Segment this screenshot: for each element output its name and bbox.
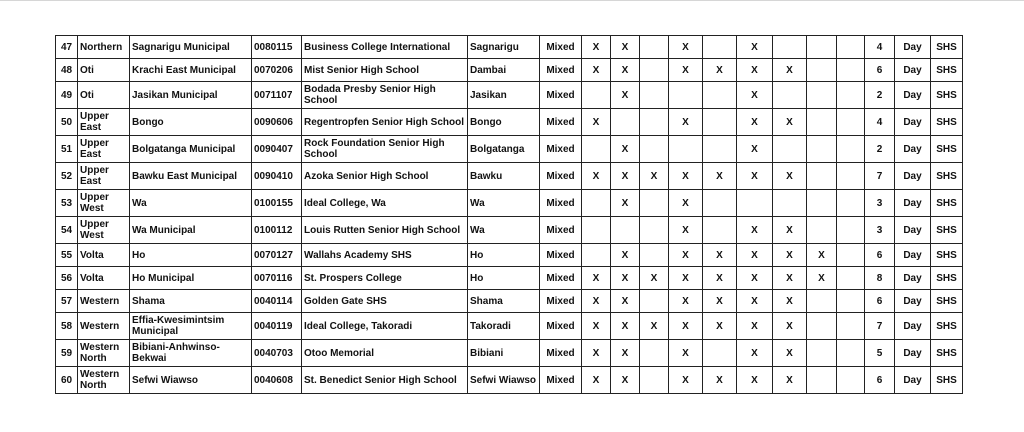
row-number-cell: 53 [56,190,78,217]
program-mark-cell: X [640,313,669,340]
table-row [56,163,963,190]
region-cell: Upper East [78,109,130,136]
program-mark-cell [807,313,837,340]
program-mark-cell [669,82,703,109]
gender-cell: Mixed [540,340,582,367]
program-mark-cell [773,36,807,59]
program-mark-cell [807,163,837,190]
school-code-cell: 0090410 [252,163,302,190]
program-mark-cell [640,217,669,244]
town-cell: Shama [468,290,540,313]
gender-cell: Mixed [540,36,582,59]
region-cell: Oti [78,59,130,82]
program-mark-cell: X [773,244,807,267]
school-code-cell: 0040608 [252,367,302,394]
table-row [56,267,963,290]
school-type-cell: SHS [931,217,963,244]
program-mark-cell: X [737,244,773,267]
program-mark-cell: X [773,340,807,367]
school-name-cell: St. Prospers College [302,267,468,290]
schools-table [55,35,963,394]
table-row [56,59,963,82]
program-mark-cell: X [640,267,669,290]
program-mark-cell [773,190,807,217]
school-code-cell: 0070127 [252,244,302,267]
program-mark-cell: X [773,290,807,313]
program-mark-cell: X [611,290,640,313]
school-name-cell: St. Benedict Senior High School [302,367,468,394]
school-code-cell: 0040703 [252,340,302,367]
table-row [56,290,963,313]
program-mark-cell [807,217,837,244]
district-cell: Bongo [130,109,252,136]
table-row [56,367,963,394]
program-mark-cell [703,190,737,217]
school-name-cell: Azoka Senior High School [302,163,468,190]
program-mark-cell [807,190,837,217]
program-mark-cell: X [582,340,611,367]
school-name-cell: Business College International [302,36,468,59]
program-mark-cell [837,36,865,59]
program-mark-cell: X [669,367,703,394]
program-mark-cell: X [807,267,837,290]
school-code-cell: 0070116 [252,267,302,290]
gender-cell: Mixed [540,109,582,136]
program-mark-cell: X [611,267,640,290]
program-mark-cell [773,136,807,163]
program-mark-cell [837,217,865,244]
school-type-cell: SHS [931,59,963,82]
town-cell: Ho [468,244,540,267]
school-type-cell: SHS [931,36,963,59]
region-cell: Upper East [78,163,130,190]
school-name-cell: Regentropfen Senior High School [302,109,468,136]
program-mark-cell: X [669,217,703,244]
table-row [56,36,963,59]
gender-cell: Mixed [540,82,582,109]
program-mark-cell [807,82,837,109]
region-cell: Western North [78,367,130,394]
program-mark-cell [640,109,669,136]
row-number-cell: 55 [56,244,78,267]
program-mark-cell: X [611,59,640,82]
program-count-cell: 3 [865,217,895,244]
program-mark-cell: X [669,313,703,340]
program-count-cell: 8 [865,267,895,290]
program-count-cell: 7 [865,313,895,340]
program-count-cell: 2 [865,82,895,109]
program-mark-cell [837,82,865,109]
row-number-cell: 60 [56,367,78,394]
program-mark-cell [582,82,611,109]
residential-status-cell: Day [895,163,931,190]
program-mark-cell: X [582,109,611,136]
district-cell: Sagnarigu Municipal [130,36,252,59]
residential-status-cell: Day [895,59,931,82]
school-type-cell: SHS [931,109,963,136]
school-type-cell: SHS [931,290,963,313]
program-mark-cell [837,163,865,190]
region-cell: Northern [78,36,130,59]
program-mark-cell: X [737,109,773,136]
school-type-cell: SHS [931,244,963,267]
top-divider [0,0,1024,1]
program-mark-cell [807,367,837,394]
program-count-cell: 6 [865,367,895,394]
table-row [56,190,963,217]
town-cell: Jasikan [468,82,540,109]
table-row [56,217,963,244]
school-name-cell: Golden Gate SHS [302,290,468,313]
program-mark-cell [640,82,669,109]
gender-cell: Mixed [540,163,582,190]
program-mark-cell [640,244,669,267]
residential-status-cell: Day [895,313,931,340]
region-cell: Western [78,290,130,313]
program-count-cell: 6 [865,244,895,267]
gender-cell: Mixed [540,190,582,217]
program-mark-cell [703,36,737,59]
program-mark-cell: X [737,340,773,367]
program-count-cell: 4 [865,36,895,59]
program-mark-cell: X [669,244,703,267]
program-mark-cell: X [703,267,737,290]
district-cell: Shama [130,290,252,313]
residential-status-cell: Day [895,217,931,244]
residential-status-cell: Day [895,290,931,313]
table-row [56,340,963,367]
region-cell: Volta [78,267,130,290]
program-mark-cell: X [737,290,773,313]
town-cell: Dambai [468,59,540,82]
town-cell: Sefwi Wiawso [468,367,540,394]
school-name-cell: Bodada Presby Senior High School [302,82,468,109]
school-code-cell: 0090606 [252,109,302,136]
program-mark-cell: X [611,367,640,394]
gender-cell: Mixed [540,367,582,394]
program-mark-cell [582,190,611,217]
program-mark-cell: X [773,267,807,290]
program-mark-cell: X [669,290,703,313]
program-count-cell: 3 [865,190,895,217]
program-mark-cell [807,290,837,313]
program-mark-cell [582,244,611,267]
region-cell: Upper East [78,136,130,163]
program-mark-cell: X [703,244,737,267]
town-cell: Sagnarigu [468,36,540,59]
program-mark-cell: X [582,36,611,59]
program-mark-cell [582,136,611,163]
program-count-cell: 6 [865,290,895,313]
program-count-cell: 2 [865,136,895,163]
program-mark-cell [837,244,865,267]
program-mark-cell [640,340,669,367]
school-name-cell: Otoo Memorial [302,340,468,367]
program-mark-cell [807,59,837,82]
region-cell: Western North [78,340,130,367]
program-mark-cell: X [737,82,773,109]
program-count-cell: 4 [865,109,895,136]
school-type-cell: SHS [931,82,963,109]
program-mark-cell [837,313,865,340]
town-cell: Wa [468,217,540,244]
town-cell: Ho [468,267,540,290]
school-name-cell: Louis Rutten Senior High School [302,217,468,244]
school-code-cell: 0040114 [252,290,302,313]
residential-status-cell: Day [895,340,931,367]
row-number-cell: 51 [56,136,78,163]
program-mark-cell [773,82,807,109]
program-mark-cell [640,59,669,82]
program-mark-cell: X [737,136,773,163]
row-number-cell: 50 [56,109,78,136]
program-mark-cell: X [669,109,703,136]
program-mark-cell: X [703,367,737,394]
program-mark-cell [837,290,865,313]
program-mark-cell: X [703,313,737,340]
residential-status-cell: Day [895,267,931,290]
program-mark-cell [807,36,837,59]
school-type-cell: SHS [931,367,963,394]
residential-status-cell: Day [895,367,931,394]
district-cell: Jasikan Municipal [130,82,252,109]
district-cell: Bawku East Municipal [130,163,252,190]
program-mark-cell [837,109,865,136]
program-mark-cell: X [640,163,669,190]
program-mark-cell: X [737,59,773,82]
program-mark-cell [611,109,640,136]
table-row [56,313,963,340]
district-cell: Bolgatanga Municipal [130,136,252,163]
gender-cell: Mixed [540,244,582,267]
school-type-cell: SHS [931,340,963,367]
table-row [56,109,963,136]
row-number-cell: 59 [56,340,78,367]
gender-cell: Mixed [540,59,582,82]
program-mark-cell [837,190,865,217]
residential-status-cell: Day [895,82,931,109]
school-code-cell: 0071107 [252,82,302,109]
program-mark-cell: X [669,59,703,82]
school-name-cell: Mist Senior High School [302,59,468,82]
program-mark-cell: X [737,267,773,290]
program-count-cell: 6 [865,59,895,82]
program-mark-cell: X [611,36,640,59]
row-number-cell: 58 [56,313,78,340]
program-mark-cell: X [737,163,773,190]
program-mark-cell: X [669,163,703,190]
school-code-cell: 0090407 [252,136,302,163]
program-mark-cell [837,136,865,163]
program-mark-cell [837,267,865,290]
program-mark-cell: X [669,36,703,59]
program-mark-cell [611,217,640,244]
district-cell: Ho Municipal [130,267,252,290]
program-mark-cell: X [611,340,640,367]
program-mark-cell [703,217,737,244]
region-cell: Volta [78,244,130,267]
program-mark-cell: X [807,244,837,267]
program-mark-cell: X [669,267,703,290]
program-mark-cell: X [611,190,640,217]
program-mark-cell: X [773,163,807,190]
row-number-cell: 56 [56,267,78,290]
district-cell: Wa [130,190,252,217]
program-mark-cell: X [582,163,611,190]
program-mark-cell: X [737,217,773,244]
program-mark-cell: X [582,59,611,82]
program-mark-cell [703,136,737,163]
program-mark-cell: X [611,313,640,340]
program-mark-cell [640,136,669,163]
program-mark-cell [807,340,837,367]
town-cell: Takoradi [468,313,540,340]
program-mark-cell [837,367,865,394]
table-row [56,136,963,163]
residential-status-cell: Day [895,36,931,59]
program-mark-cell [640,190,669,217]
row-number-cell: 52 [56,163,78,190]
row-number-cell: 57 [56,290,78,313]
district-cell: Sefwi Wiawso [130,367,252,394]
program-mark-cell: X [582,313,611,340]
school-type-cell: SHS [931,190,963,217]
program-mark-cell: X [737,36,773,59]
row-number-cell: 48 [56,59,78,82]
program-mark-cell: X [611,163,640,190]
district-cell: Krachi East Municipal [130,59,252,82]
program-mark-cell [703,82,737,109]
program-mark-cell: X [703,163,737,190]
residential-status-cell: Day [895,244,931,267]
program-mark-cell: X [582,367,611,394]
school-type-cell: SHS [931,136,963,163]
program-mark-cell [640,290,669,313]
program-mark-cell: X [703,290,737,313]
program-mark-cell: X [669,340,703,367]
district-cell: Wa Municipal [130,217,252,244]
program-count-cell: 7 [865,163,895,190]
town-cell: Bawku [468,163,540,190]
program-mark-cell [582,217,611,244]
program-mark-cell: X [737,313,773,340]
program-mark-cell [837,340,865,367]
program-mark-cell [640,36,669,59]
town-cell: Wa [468,190,540,217]
program-mark-cell [737,190,773,217]
school-name-cell: Wallahs Academy SHS [302,244,468,267]
row-number-cell: 54 [56,217,78,244]
program-mark-cell: X [669,190,703,217]
region-cell: Upper West [78,190,130,217]
program-mark-cell: X [611,136,640,163]
gender-cell: Mixed [540,136,582,163]
program-mark-cell: X [582,290,611,313]
school-code-cell: 0100112 [252,217,302,244]
program-mark-cell [807,136,837,163]
residential-status-cell: Day [895,136,931,163]
school-code-cell: 0070206 [252,59,302,82]
district-cell: Ho [130,244,252,267]
town-cell: Bibiani [468,340,540,367]
school-name-cell: Ideal College, Wa [302,190,468,217]
program-mark-cell: X [773,217,807,244]
region-cell: Western [78,313,130,340]
region-cell: Oti [78,82,130,109]
program-mark-cell [669,136,703,163]
program-count-cell: 5 [865,340,895,367]
school-code-cell: 0080115 [252,36,302,59]
residential-status-cell: Day [895,190,931,217]
program-mark-cell: X [773,59,807,82]
program-mark-cell [703,109,737,136]
school-code-cell: 0040119 [252,313,302,340]
program-mark-cell: X [737,367,773,394]
gender-cell: Mixed [540,217,582,244]
district-cell: Effia-Kwesimintsim Municipal [130,313,252,340]
school-type-cell: SHS [931,313,963,340]
program-mark-cell [640,367,669,394]
school-code-cell: 0100155 [252,190,302,217]
program-mark-cell: X [703,59,737,82]
program-mark-cell: X [773,109,807,136]
town-cell: Bongo [468,109,540,136]
gender-cell: Mixed [540,313,582,340]
region-cell: Upper West [78,217,130,244]
program-mark-cell [837,59,865,82]
town-cell: Bolgatanga [468,136,540,163]
program-mark-cell: X [773,313,807,340]
school-type-cell: SHS [931,267,963,290]
program-mark-cell: X [582,267,611,290]
row-number-cell: 47 [56,36,78,59]
residential-status-cell: Day [895,109,931,136]
table-row [56,82,963,109]
program-mark-cell: X [611,244,640,267]
program-mark-cell [703,340,737,367]
district-cell: Bibiani-Anhwinso-Bekwai [130,340,252,367]
school-name-cell: Ideal College, Takoradi [302,313,468,340]
program-mark-cell [807,109,837,136]
school-name-cell: Rock Foundation Senior High School [302,136,468,163]
table-row [56,244,963,267]
gender-cell: Mixed [540,290,582,313]
program-mark-cell: X [773,367,807,394]
row-number-cell: 49 [56,82,78,109]
school-type-cell: SHS [931,163,963,190]
gender-cell: Mixed [540,267,582,290]
program-mark-cell: X [611,82,640,109]
